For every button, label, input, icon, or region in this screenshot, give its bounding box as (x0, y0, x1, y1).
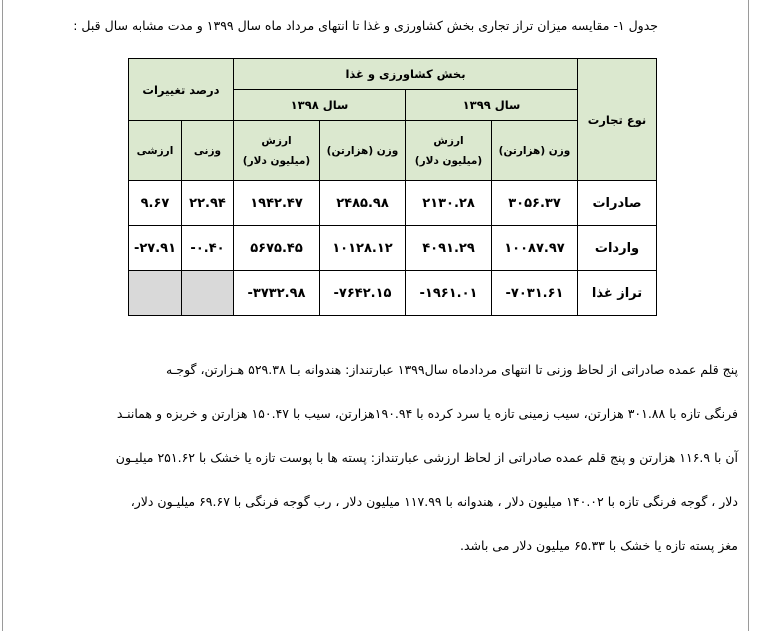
year-1399-header: سال ۱۳۹۹ (406, 90, 578, 121)
value-1398-header-line1: ارزش (261, 134, 292, 147)
cell-value-1398: ۳۷۳۲.۹۸- (234, 271, 320, 316)
year-1398-header: سال ۱۳۹۸ (234, 90, 406, 121)
table-row-imports (129, 226, 657, 271)
paragraph-line: مغز پسته تازه یا خشک با ۶۵.۳۳ میلیون دلار می باشد. (460, 538, 738, 553)
cell-weight-1399: ۷۰۳۱.۶۱- (492, 271, 578, 316)
cell-value-1399: ۱۹۶۱.۰۱- (406, 271, 492, 316)
paragraph-line: دلار ، گوجه فرنگی تازه با ۱۴۰.۰۲ میلیون دلار ، هندوانه با ۱۱۷.۹۹ میلیون دلار ، رب گوجه فرنگی با ۶۹.۶۷ میلیـون دلار، (130, 494, 738, 509)
change-value-header: ارزشی (129, 121, 182, 181)
value-1398-header-line2: (میلیون دلار) (242, 154, 311, 167)
cell-value-1399: ۲۱۳۰.۲۸ (406, 181, 492, 226)
change-percent-header: درصد تغییرات (129, 59, 234, 121)
table-row-food-balance (129, 271, 657, 316)
paragraph-line: پنج قلم عمده صادراتی از لحاظ وزنی تا انتهای مردادماه سال۱۳۹۹ عبارتنداز: هندوانه بـا ۵۲۹.۳۸ هـزارتن، گوجـه (165, 362, 738, 377)
cell-weight-1398: ۷۶۴۲.۱۵- (320, 271, 406, 316)
cell-change-weight: ۲۲.۹۴ (182, 181, 234, 226)
cell-value-1398: ۱۹۴۲.۴۷ (234, 181, 320, 226)
weight-1399-header: وزن (هزارتن) (492, 121, 578, 181)
trade-balance-table (128, 58, 657, 316)
change-weight-header: وزنی (182, 121, 234, 181)
cell-weight-1399: ۱۰۰۸۷.۹۷ (492, 226, 578, 271)
cell-change-value: ۹.۶۷ (129, 181, 182, 226)
value-1398-header (234, 121, 320, 181)
table-caption: جدول ۱- مقایسه میزان تراز تجاری بخش کشاورزی و غذا تا انتهای مرداد ماه سال ۱۳۹۹ و مدت مشابه سال قبل : (73, 18, 658, 33)
cell-weight-1398: ۲۴۸۵.۹۸ (320, 181, 406, 226)
exports-paragraph (26, 348, 738, 568)
table-row-exports (129, 181, 657, 226)
weight-1398-header: وزن (هزارتن) (320, 121, 406, 181)
cell-weight-1399: ۳۰۵۶.۳۷ (492, 181, 578, 226)
value-1399-header-line1: ارزش (433, 134, 464, 147)
row-label: واردات (578, 226, 657, 271)
cell-change-weight: ۰.۴۰- (182, 226, 234, 271)
value-1399-header-line2: (میلیون دلار) (414, 154, 483, 167)
paragraph-line: آن با ۱۱۶.۹ هزارتن و پنج قلم عمده صادراتی از لحاظ ارزشی عبارتنداز: پسته ها با پوست تازه یا خشک با ۲۵۱.۶۲ میلیـون (115, 450, 738, 465)
cell-change-value-empty (129, 271, 182, 316)
cell-value-1398: ۵۶۷۵.۴۵ (234, 226, 320, 271)
cell-change-weight-empty (182, 271, 234, 316)
row-label: صادرات (578, 181, 657, 226)
trade-type-header: نوع تجارت (578, 59, 657, 181)
paragraph-line: فرنگی تازه با ۳۰۱.۸۸ هزارتن، سیب زمینی تازه یا سرد کرده با ۱۹۰.۹۴هزارتن، سیب با ۱۵۰.۴۷ هزارتن و خربزه و هماننـد (116, 406, 738, 421)
value-1399-header (406, 121, 492, 181)
cell-value-1399: ۴۰۹۱.۲۹ (406, 226, 492, 271)
sector-header: بخش کشاورزی و غذا (234, 59, 578, 90)
cell-weight-1398: ۱۰۱۲۸.۱۲ (320, 226, 406, 271)
row-label: تراز غذا (578, 271, 657, 316)
cell-change-value: ۲۷.۹۱- (129, 226, 182, 271)
